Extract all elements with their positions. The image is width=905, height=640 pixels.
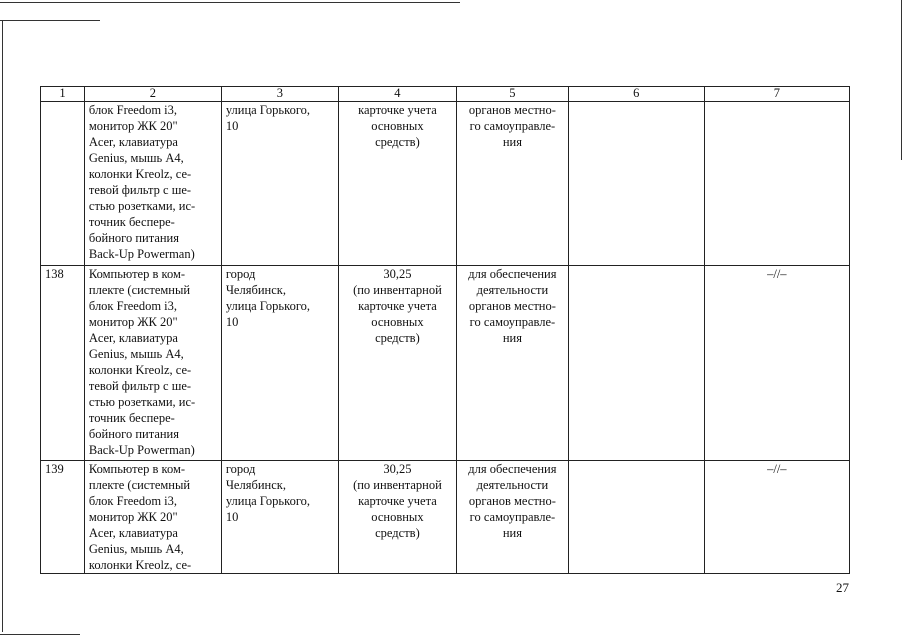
cell-address-line: 10 xyxy=(225,510,239,524)
cell-item-name-line: Компьютер в ком- xyxy=(88,267,186,281)
scan-border-bottom xyxy=(0,634,80,635)
cell-item-name-line: колонки Kreolz, се- xyxy=(88,167,192,181)
table-row xyxy=(41,266,850,461)
cell-item-name-line: Acer, клавиатура xyxy=(88,331,178,345)
cell-col7: –//– xyxy=(704,461,849,574)
header-col-4: 4 xyxy=(338,87,456,102)
cell-cost xyxy=(338,266,456,461)
scan-border-topleft xyxy=(0,20,100,21)
cell-cost-line: средств) xyxy=(375,135,420,149)
cell-col6 xyxy=(568,266,704,461)
cell-item-name-line: тевой фильтр с ше- xyxy=(88,183,192,197)
header-col-3: 3 xyxy=(221,87,338,102)
cell-item-name-line: стью розетками, ис- xyxy=(88,199,196,213)
cell-cost-line: основных xyxy=(371,119,424,133)
cell-item-name-line: блок Freedom i3, xyxy=(88,494,178,508)
table-header xyxy=(41,87,850,102)
cell-cost-line: карточке учета xyxy=(358,103,437,117)
cell-cost-line: основных xyxy=(371,315,424,329)
cell-purpose-line: деятельности xyxy=(476,283,549,297)
cell-address-line: улица Горького, xyxy=(225,103,311,117)
cell-item-name-line: монитор ЖК 20" xyxy=(88,510,178,524)
scan-border-right xyxy=(901,0,902,160)
cell-purpose-line: ния xyxy=(502,135,522,149)
cell-cost-line: средств) xyxy=(375,331,420,345)
cell-item-name xyxy=(84,102,221,266)
cell-item-name xyxy=(84,461,221,574)
cell-item-name-line: точник беспере- xyxy=(88,411,175,425)
header-col-6: 6 xyxy=(568,87,704,102)
cell-purpose-line: деятельности xyxy=(476,478,549,492)
cell-item-name-line: точник беспере- xyxy=(88,215,175,229)
cell-cost-line: основных xyxy=(371,510,424,524)
cell-purpose-line: для обеспечения xyxy=(468,462,557,476)
cell-purpose-line: органов местно- xyxy=(468,494,556,508)
cell-purpose-line: ния xyxy=(502,331,522,345)
cell-item-name-line: Genius, мышь A4, xyxy=(88,542,184,556)
cell-address-line: Челябинск, xyxy=(225,283,286,297)
cell-cost-line: (по инвентарной xyxy=(353,283,442,297)
cell-cost-line: (по инвентарной xyxy=(353,478,442,492)
cell-item-name-line: Genius, мышь A4, xyxy=(88,151,184,165)
cell-item-name-line: колонки Kreolz, се- xyxy=(88,558,192,572)
inventory-table xyxy=(40,86,850,574)
cell-item-name-line: Компьютер в ком- xyxy=(88,462,186,476)
cell-cost-line: карточке учета xyxy=(358,299,437,313)
cell-address xyxy=(221,461,338,574)
cell-cost-line: 30,25 xyxy=(383,267,412,281)
cell-item-name-line: плекте (системный xyxy=(88,478,191,492)
cell-item-name-line: Genius, мышь A4, xyxy=(88,347,184,361)
cell-item-name-line: монитор ЖК 20" xyxy=(88,315,178,329)
cell-purpose-line: го самоуправле- xyxy=(469,119,556,133)
header-row xyxy=(41,87,850,102)
cell-item-name-line: блок Freedom i3, xyxy=(88,103,178,117)
cell-address-line: город xyxy=(225,462,256,476)
cell-purpose-line: органов местно- xyxy=(468,103,556,117)
cell-col7: –//– xyxy=(704,266,849,461)
cell-item-name-line: блок Freedom i3, xyxy=(88,299,178,313)
table-row xyxy=(41,461,850,574)
cell-purpose-line: ния xyxy=(502,526,522,540)
cell-address-line: улица Горького, xyxy=(225,299,311,313)
cell-cost-line: карточке учета xyxy=(358,494,437,508)
header-col-5: 5 xyxy=(456,87,568,102)
cell-purpose-line: органов местно- xyxy=(468,299,556,313)
cell-item-name-line: монитор ЖК 20" xyxy=(88,119,178,133)
cell-col6 xyxy=(568,461,704,574)
cell-purpose xyxy=(456,102,568,266)
cell-number: 139 xyxy=(41,461,85,574)
header-col-1: 1 xyxy=(41,87,85,102)
cell-item-name-line: Acer, клавиатура xyxy=(88,135,178,149)
cell-item-name xyxy=(84,266,221,461)
cell-col6 xyxy=(568,102,704,266)
cell-purpose-line: го самоуправле- xyxy=(469,315,556,329)
header-col-2: 2 xyxy=(84,87,221,102)
cell-item-name-line: колонки Kreolz, се- xyxy=(88,363,192,377)
cell-number: 138 xyxy=(41,266,85,461)
cell-item-name-line: Back-Up Powerman) xyxy=(88,443,195,457)
cell-address-line: улица Горького, xyxy=(225,494,311,508)
cell-item-name-line: стью розетками, ис- xyxy=(88,395,196,409)
cell-purpose xyxy=(456,266,568,461)
cell-item-name-line: тевой фильтр с ше- xyxy=(88,379,192,393)
cell-address-line: город xyxy=(225,267,256,281)
cell-item-name-line: Acer, клавиатура xyxy=(88,526,178,540)
header-col-7: 7 xyxy=(704,87,849,102)
cell-address xyxy=(221,102,338,266)
cell-col7 xyxy=(704,102,849,266)
cell-cost xyxy=(338,461,456,574)
cell-item-name-line: плекте (системный xyxy=(88,283,191,297)
cell-address-line: Челябинск, xyxy=(225,478,286,492)
cell-address-line: 10 xyxy=(225,119,239,133)
cell-cost-line: средств) xyxy=(375,526,420,540)
cell-cost-line: 30,25 xyxy=(383,462,412,476)
cell-cost xyxy=(338,102,456,266)
scan-border-left xyxy=(2,20,3,632)
page-number: 27 xyxy=(836,580,849,595)
table-body xyxy=(41,102,850,574)
cell-item-name-line: бойного питания xyxy=(88,231,179,245)
cell-address-line: 10 xyxy=(225,315,239,329)
cell-purpose-line: для обеспечения xyxy=(468,267,557,281)
cell-item-name-line: бойного питания xyxy=(88,427,179,441)
cell-item-name-line: Back-Up Powerman) xyxy=(88,247,195,261)
cell-number xyxy=(41,102,85,266)
cell-purpose xyxy=(456,461,568,574)
cell-purpose-line: го самоуправле- xyxy=(469,510,556,524)
table-row xyxy=(41,102,850,266)
scan-border-top xyxy=(0,2,460,3)
cell-address xyxy=(221,266,338,461)
